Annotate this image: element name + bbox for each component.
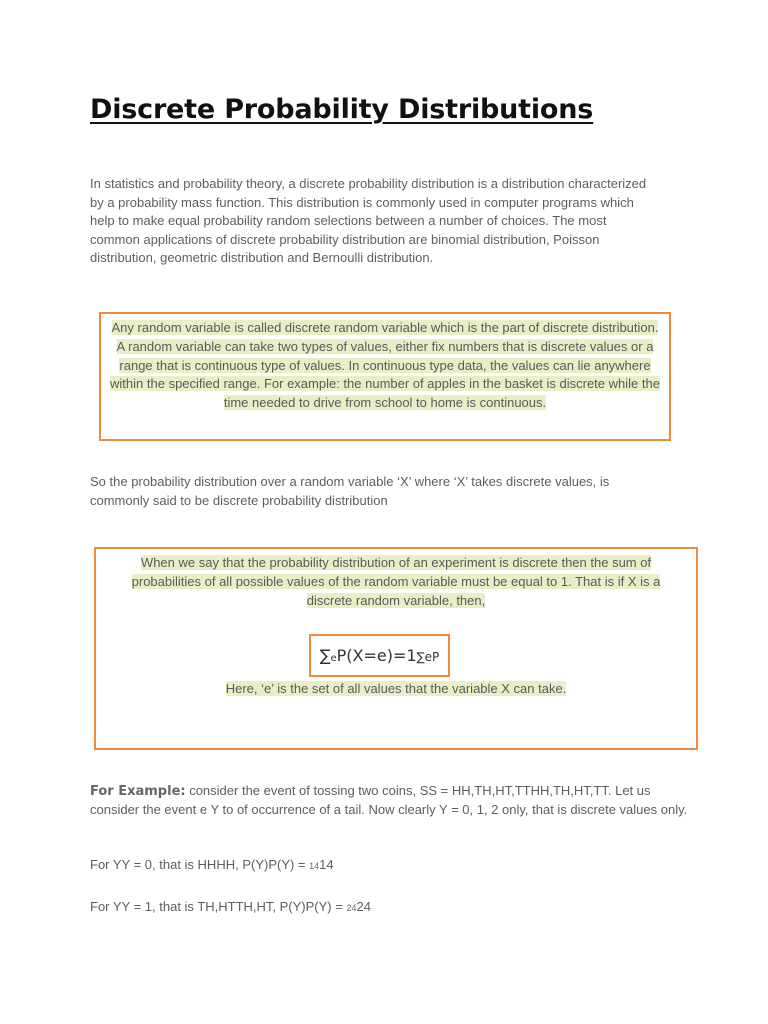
sum-subscript: e: [330, 653, 337, 664]
equation-fraction: 24: [346, 903, 357, 913]
formula-tail: P: [432, 650, 440, 664]
equation-value: 14: [319, 857, 334, 872]
property-text: [96, 549, 696, 610]
page-title: Discrete Probability Distributions: [90, 94, 594, 125]
sum-symbol: ∑: [319, 646, 331, 665]
sum-formula: [309, 634, 450, 677]
intro-paragraph: In statistics and probability theory, a discrete probability distribution is a distribution characterized by a probability mass function. This distribution is commonly used in computer programs which help to make equal probability random selections between a number of choices. The most common applications of discrete probability distribution are binomial distribution, Poisson distribution, geometric distribution and Bernoulli distribution.: [90, 176, 647, 265]
sum-symbol-alt: ∑: [416, 650, 425, 664]
summary-paragraph: So the probability distribution over a random variable ‘X’ where ‘X’ takes discrete values, is commonly said to be discrete probability distribution: [90, 474, 610, 508]
equation-line: [90, 857, 334, 872]
formula-note-highlight: Here, ‘e’ is the set of all values that the variable X can take.: [225, 681, 567, 696]
definition-box: [99, 312, 671, 441]
example-paragraph: [90, 782, 690, 818]
formula-note: [96, 680, 696, 698]
sum-subscript-alt: e: [424, 650, 433, 664]
equation-text: For YY = 0, that is HHHH, P(Y)P(Y) =: [90, 857, 310, 872]
example-label: For Example:: [90, 784, 186, 799]
example-text: consider the event of tossing two coins, SS = HH,TH,HT,TTHH,TH,HT,TT. Let us consider the event e Y to of occurrence of a tail. Now clearly Y = 0, 1, 2 only, that is discrete values only.: [90, 783, 688, 817]
equation-line: [90, 899, 371, 914]
definition-text: [101, 314, 669, 413]
definition-highlight: Any random variable is called discrete random variable which is the part of discrete distribution. A random variable can take two types of values, either fix numbers that is discrete values or a range that is continuous type of values. In continuous type data, the values can lie anywhere within the specified range. For example: the number of apples in the basket is discrete while the time needed to drive from school to home is continuous.: [110, 320, 660, 411]
equation-value: 24: [356, 899, 371, 914]
formula-main: P(X=e)=1: [336, 646, 417, 665]
equation-fraction: 14: [309, 861, 320, 871]
equation-text: For YY = 1, that is TH,HTTH,HT, P(Y)P(Y) =: [90, 899, 347, 914]
property-highlight: When we say that the probability distribution of an experiment is discrete then the sum of probabilities of all possible values of the random variable must be equal to 1. That is if X is a discrete random variable, then,: [131, 555, 661, 608]
